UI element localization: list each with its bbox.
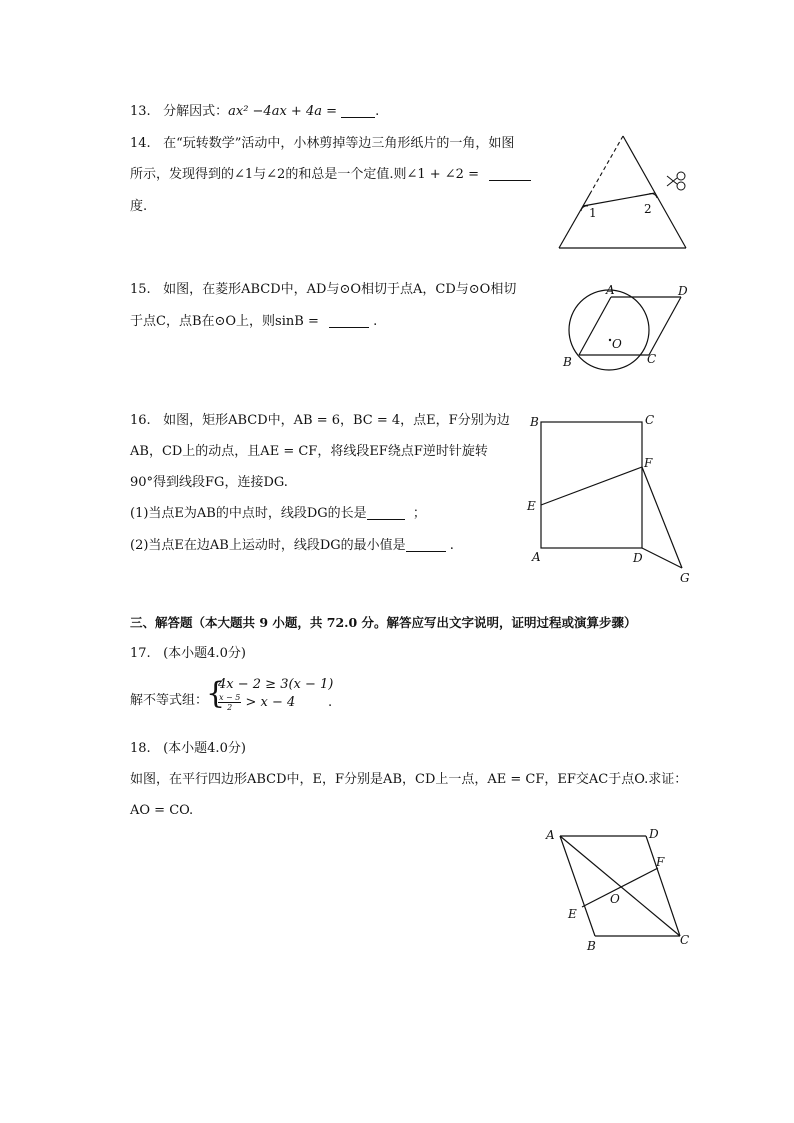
q16-label-g: G <box>680 571 690 585</box>
q16-label-c: C <box>645 413 655 427</box>
q16-sub1-tail: ； <box>412 506 426 521</box>
q18-line2: AO = CO. <box>130 803 194 818</box>
q18-label-f: F <box>656 855 665 869</box>
q14-line2 <box>130 166 531 184</box>
q15-tail: . <box>373 314 378 329</box>
q17-number: 17. <box>130 646 151 661</box>
q16-text-2: AB，CD上的动点，且AE = CF，将线段EF绕点F逆时针旋转 <box>130 444 488 459</box>
q13-number: 13. <box>130 104 151 119</box>
q17-system-brace: { <box>206 676 226 711</box>
q15-label-d: D <box>678 284 688 298</box>
q14-number: 14. <box>130 136 151 151</box>
q18-label-d: D <box>649 827 659 841</box>
q15-line2 <box>130 313 377 331</box>
q16-rectangle-figure <box>522 410 702 590</box>
q15-label-a: A <box>606 283 615 297</box>
q18-segment-ef <box>582 868 658 907</box>
q16-label-a: A <box>532 550 541 564</box>
scissors-icon <box>667 172 685 190</box>
q17-fraction <box>218 693 241 712</box>
q15-center-point <box>609 339 611 341</box>
q17-prompt: 解不等式组： <box>130 693 209 708</box>
q14-label-2: 2 <box>644 202 652 216</box>
q17-inequality-1: 4x − 2 ≥ 3(x − 1) <box>218 677 334 692</box>
q17-fraction-numerator: x − 5 <box>219 693 241 702</box>
q14-triangle-left-side <box>559 192 591 248</box>
q16-sub2-tail: . <box>449 538 454 553</box>
q13-text: 分解因式： <box>163 104 229 119</box>
q18-header <box>130 740 246 758</box>
q14-text-2: 所示，发现得到的∠1与∠2的和总是一个定值.则∠1 + ∠2 = <box>130 167 479 182</box>
q15-label-b: B <box>563 355 572 369</box>
q16-label-f: F <box>644 456 653 470</box>
q17-score: (本小题4.0分) <box>163 646 246 661</box>
section3-heading: 三、解答题（本大题共 9 小题，共 72.0 分。解答应写出文字说明，证明过程或演算步骤） <box>130 615 637 630</box>
q16-sub2-answer-blank[interactable] <box>406 537 446 552</box>
q15-label-c: C <box>647 352 657 366</box>
q13-tail: . <box>375 104 380 119</box>
q18-number: 18. <box>130 741 151 756</box>
q18-score: (本小题4.0分) <box>163 741 246 756</box>
q16-label-b: B <box>530 415 539 429</box>
q16-number: 16. <box>130 413 151 428</box>
q14-line1 <box>130 135 514 153</box>
q16-sub2-text: (2)当点E在边AB上运动时，线段DG的最小值是 <box>130 538 406 553</box>
q18-label-c: C <box>680 933 690 947</box>
q14-answer-blank[interactable] <box>489 166 531 181</box>
q18-label-a: A <box>546 828 555 842</box>
q15-line1 <box>130 281 516 299</box>
q14-label-1: 1 <box>589 206 597 220</box>
q14-line3 <box>130 198 147 216</box>
q16-segment-dg <box>642 548 682 568</box>
q16-text-1: 如图，矩形ABCD中，AB = 6，BC = 4，点E，F分别为边 <box>163 413 510 428</box>
q17-fraction-denominator: 2 <box>227 703 233 712</box>
q16-label-e: E <box>527 499 536 513</box>
q15-circle-o <box>569 290 649 370</box>
q14-triangle-figure <box>555 130 695 255</box>
q16-sub1-text: (1)当点E为AB的中点时，线段DG的长是 <box>130 506 367 521</box>
q15-rhombus-circle-figure <box>555 282 705 377</box>
q15-side-ab <box>579 297 611 355</box>
q14-text-1: 在“玩转数学”活动中，小林剪掉等边三角形纸片的一角，如图 <box>163 136 515 151</box>
q15-answer-blank[interactable] <box>329 313 369 328</box>
q18-label-o: O <box>610 892 620 906</box>
q16-segment-fg <box>642 467 682 568</box>
q14-triangle-right-side <box>623 136 686 248</box>
q16-sub2 <box>130 537 454 555</box>
q14-cut-dashed-line <box>591 136 623 192</box>
q14-text-3: 度. <box>130 199 148 214</box>
q18-line1: 如图，在平行四边形ABCD中，E，F分别是AB，CD上一点，AE = CF，EF交AC于点O.求证： <box>130 772 688 787</box>
q17-inequality-2-rhs: > x − 4 <box>245 695 296 710</box>
q15-number: 15. <box>130 282 151 297</box>
q18-parallelogram-figure <box>540 822 700 957</box>
q15-label-o: O <box>612 337 622 351</box>
q16-segment-ef <box>541 467 642 505</box>
q17-tail: . <box>328 695 333 710</box>
q16-text-3: 90°得到线段FG，连接DG. <box>130 475 288 490</box>
q15-side-dc <box>649 297 681 355</box>
q16-sub1 <box>130 505 426 523</box>
q18-label-e: E <box>568 907 577 921</box>
q13-answer-blank[interactable] <box>341 103 375 118</box>
q13-line <box>130 103 379 121</box>
q15-text-1: 如图，在菱形ABCD中，AD与⊙O相切于点A，CD与⊙O相切 <box>163 282 517 297</box>
q17-inequality-2 <box>218 693 295 712</box>
q16-line1 <box>130 412 510 430</box>
q18-label-b: B <box>587 939 596 953</box>
q16-line2 <box>130 443 488 461</box>
q17-header <box>130 645 246 663</box>
q16-rectangle-abcd <box>541 422 642 548</box>
q16-line3 <box>130 474 288 492</box>
q16-label-d: D <box>633 551 643 565</box>
q13-expression: ax² −4ax + 4a = <box>228 104 337 119</box>
q16-sub1-answer-blank[interactable] <box>367 505 405 520</box>
q18-side-dc <box>646 836 680 936</box>
q15-text-2: 于点C，点B在⊙O上，则sinB = <box>130 314 319 329</box>
